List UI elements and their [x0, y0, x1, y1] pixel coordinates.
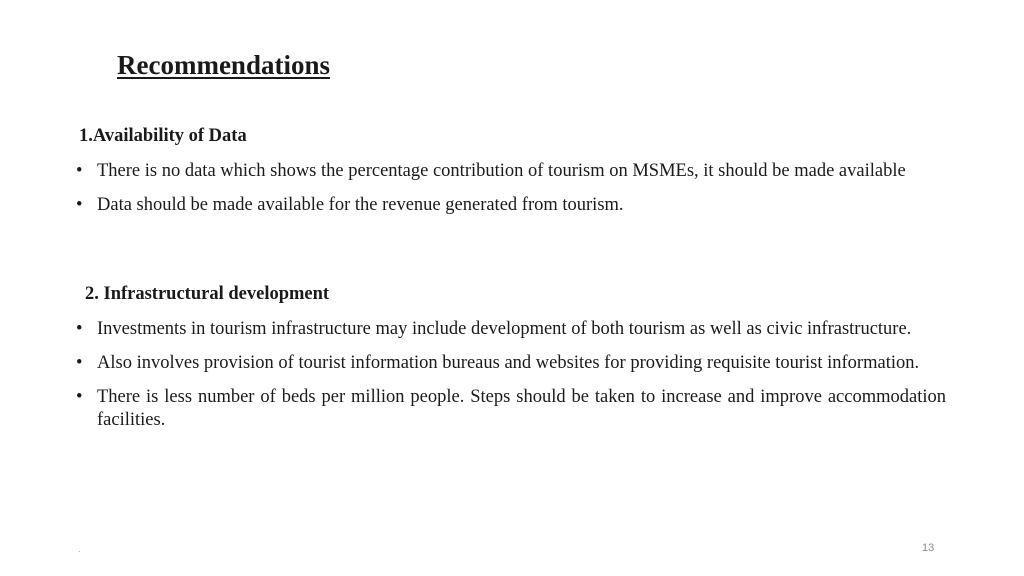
bullet-icon: •: [76, 195, 83, 215]
bullet-text: Also involves provision of tourist information bureaus and websites for providing requisite tourist information.: [97, 353, 920, 373]
list-item: [75, 160, 946, 183]
bullet-text: Investments in tourism infrastructure may include development of both tourism as well as civic infrastructure.: [97, 319, 912, 339]
footer-mark: .: [78, 544, 81, 554]
bullet-icon: •: [76, 161, 83, 181]
page-number: 13: [922, 542, 935, 554]
bullet-icon: •: [76, 319, 83, 339]
list-item: [75, 386, 946, 432]
bullet-icon: •: [76, 387, 83, 407]
bullet-icon: •: [76, 353, 83, 373]
list-item: [75, 352, 946, 375]
section-heading-availability-of-data: 1.Availability of Data: [79, 126, 247, 146]
section-heading-infrastructural-development: 2. Infrastructural development: [85, 284, 330, 304]
slide-title: Recommendations: [117, 50, 330, 80]
bullet-text: There is no data which shows the percentage contribution of tourism on MSMEs, it should be made available: [97, 161, 906, 181]
bullet-list-availability-of-data: [75, 160, 946, 228]
bullet-list-infrastructural-development: [75, 318, 946, 443]
list-item: [75, 318, 946, 341]
bullet-text: Data should be made available for the revenue generated from tourism.: [97, 195, 624, 215]
bullet-text: There is less number of beds per million people. Steps should be taken to increase and improve accommodation facilities.: [97, 387, 946, 430]
list-item: [75, 194, 946, 217]
